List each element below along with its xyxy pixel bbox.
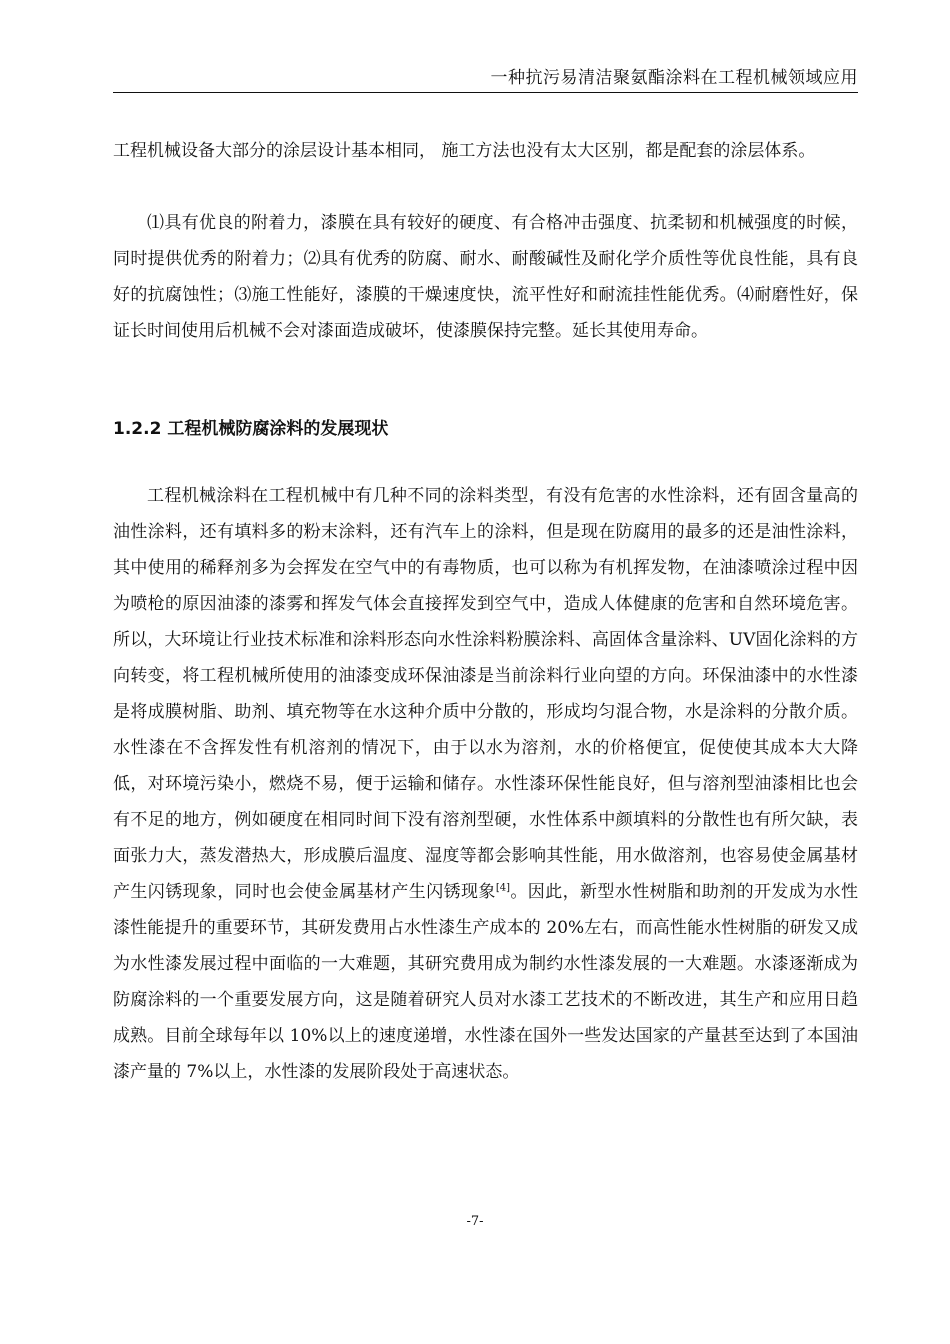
body-paragraph-requirements: ⑴具有优良的附着力，漆膜在具有较好的硬度、有合格冲击强度、抗柔韧和机械强度的时候，同时提供优秀的附着力；⑵具有优秀的防腐、耐水、耐酸碱性及耐化学介质性等优良性能，具有良好的抗腐蚀性；⑶施工性能好，漆膜的干燥速度快，流平性好和耐流挂性能优秀。⑷耐磨性好，保证长时间使用后机械不会对漆面造成破坏，使漆膜保持完整。延长其使用寿命。	[113, 213, 858, 341]
paragraph-text-part-1: 工程机械涂料在工程机械中有几种不同的涂料类型，有没有危害的水性涂料，还有固含量高的油性涂料，还有填料多的粉末涂料，还有汽车上的涂料，但是现在防腐用的最多的还是油性涂料，其中使用的稀释剂多为会挥发在空气中的有毒物质，也可以称为有机挥发物，在油漆喷涂过程中因为喷枪的原因油漆的漆雾和挥发气体会直接挥发到空气中，造成人体健康的危害和自然环境危害。所以，大环境让行业技术标准和涂料形态向水性涂料粉膜涂料、高固体含量涂料、UV固化涂料的方向转变，将工程机械所使用的油漆变成环保油漆是当前涂料行业向望的方向。环保油漆中的水性漆是将成膜树脂、助剂、填充物等在水这种介质中分散的，形成均匀混合物，水是涂料的分散介质。水性漆在不含挥发性有机溶剂的情况下，由于以水为溶剂，水的价格便宜，促使使其成本大大降低，对环境污染小，燃烧不易，便于运输和储存。水性漆环保性能良好，但与溶剂型油漆相比也会有不足的地方，例如硬度在相同时间下没有溶剂型硬，水性体系中颜填料的分散性也有所欠缺，表面张力大，蒸发潜热大，形成膜后温度、湿度等都会影响其性能，用水做溶剂，也容易使金属基材产生闪锈现象，同时也会使金属基材产生闪锈现象	[113, 486, 858, 902]
body-paragraph-development-status	[113, 478, 858, 1090]
body-paragraph-intro: 工程机械设备大部分的涂层设计基本相同， 施工方法也没有太大区别，都是配套的涂层体系。	[113, 141, 816, 161]
citation-reference[interactable]: [4]	[495, 882, 510, 894]
paragraph-text-part-2: 。因此，新型水性树脂和助剂的开发成为水性漆性能提升的重要环节，其研发费用占水性漆生产成本的 20%左右，而高性能水性树脂的研发又成为水性漆发展过程中面临的一大难题，其研究费用成为制约水性漆发展的一大难题。水漆逐渐成为防腐涂料的一个重要发展方向，这是随着研究人员对水漆工艺技术的不断改进，其生产和应用日趋成熟。目前全球每年以 10%以上的速度递增，水性漆在国外一些发达国家的产量甚至达到了本国油漆产量的 7%以上，水性漆的发展阶段处于高速状态。	[113, 882, 859, 1082]
page-number: -7-	[466, 1214, 484, 1229]
header-rule	[113, 92, 858, 93]
section-heading: 1.2.2 工程机械防腐涂料的发展现状	[113, 419, 389, 439]
running-header-title: 一种抗污易清洁聚氨酯涂料在工程机械领域应用	[490, 68, 858, 88]
